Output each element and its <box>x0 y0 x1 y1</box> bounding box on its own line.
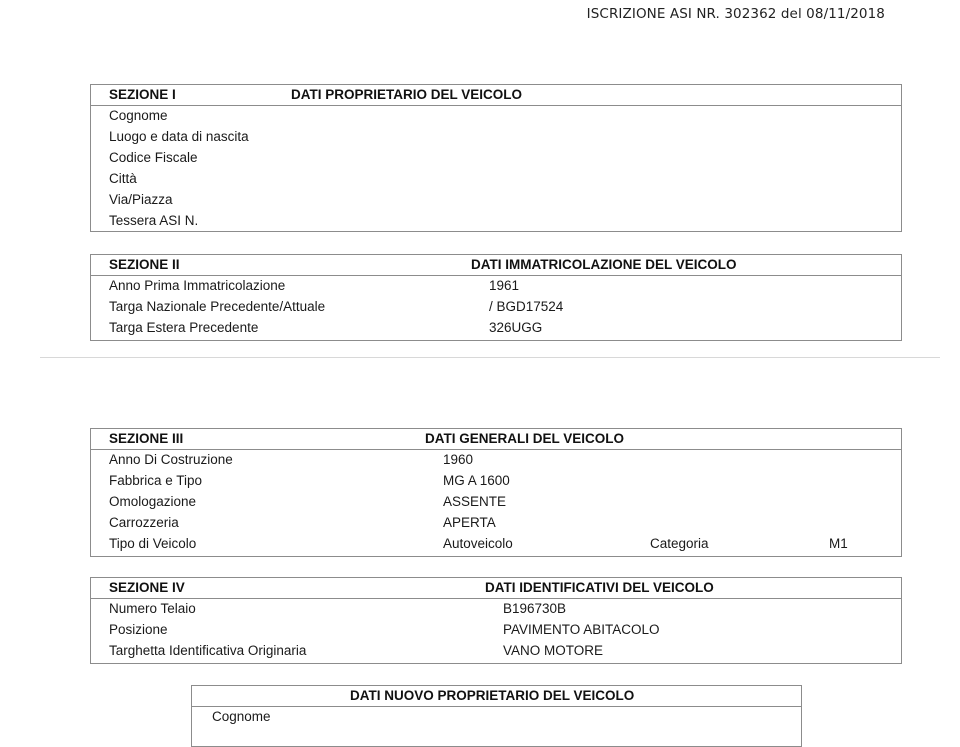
section-header <box>91 429 901 450</box>
section-code: SEZIONE IV <box>109 580 185 595</box>
scan-artifact <box>40 357 940 358</box>
section-owner <box>90 84 902 232</box>
field-value: Autoveicolo <box>443 536 513 551</box>
field-row <box>91 492 901 513</box>
section-title: DATI PROPRIETARIO DEL VEICOLO <box>291 87 523 102</box>
field-label: Targhetta Identificativa Originaria <box>109 643 307 658</box>
field-value: VANO MOTORE <box>503 643 604 658</box>
section-title: DATI GENERALI DEL VEICOLO <box>425 431 625 446</box>
registration-number: ISCRIZIONE ASI NR. 302362 del 08/11/2018 <box>586 6 885 22</box>
field-label: Anno Prima Immatricolazione <box>109 278 286 293</box>
section-code: SEZIONE I <box>109 87 176 102</box>
field-value: ASSENTE <box>443 494 507 509</box>
field-row <box>91 190 901 211</box>
field-row <box>91 148 901 169</box>
section-header <box>91 255 901 276</box>
field-label: Carrozzeria <box>109 515 179 530</box>
field-label: Fabbrica e Tipo <box>109 473 203 488</box>
category-value: M1 <box>829 536 848 551</box>
field-row <box>91 169 901 190</box>
section-header <box>91 85 901 106</box>
section-code: SEZIONE II <box>109 257 180 272</box>
section-header <box>192 686 801 707</box>
field-row <box>91 297 901 318</box>
field-value: B196730B <box>503 601 567 616</box>
field-label: Cognome <box>109 108 168 123</box>
field-row <box>91 641 901 662</box>
field-row <box>91 450 901 471</box>
field-label: Numero Telaio <box>109 601 196 616</box>
field-row <box>91 318 901 339</box>
field-label: Targa Estera Precedente <box>109 320 259 335</box>
field-label: Anno Di Costruzione <box>109 452 233 467</box>
section-title: DATI IDENTIFICATIVI DEL VEICOLO <box>485 580 714 595</box>
field-row <box>91 211 901 232</box>
field-label: Targa Nazionale Precedente/Attuale <box>109 299 326 314</box>
field-row <box>91 127 901 148</box>
field-row <box>91 620 901 641</box>
field-value: 1960 <box>443 452 474 467</box>
section-header <box>91 578 901 599</box>
field-value: PAVIMENTO ABITACOLO <box>503 622 660 637</box>
field-value: APERTA <box>443 515 496 530</box>
section-identification <box>90 577 902 664</box>
field-row <box>91 471 901 492</box>
field-label: Città <box>109 171 137 186</box>
section-registration <box>90 254 902 341</box>
field-row <box>91 513 901 534</box>
field-label: Via/Piazza <box>109 192 173 207</box>
field-value: / BGD17524 <box>489 299 564 314</box>
field-row <box>91 534 901 555</box>
field-label: Omologazione <box>109 494 197 509</box>
field-row <box>91 276 901 297</box>
field-label: Posizione <box>109 622 168 637</box>
field-label: Cognome <box>212 709 271 724</box>
field-row <box>192 707 801 728</box>
field-label: Luogo e data di nascita <box>109 129 249 144</box>
section-code: SEZIONE III <box>109 431 184 446</box>
field-row <box>91 106 901 127</box>
field-label: Tessera ASI N. <box>109 213 199 228</box>
field-value: 1961 <box>489 278 520 293</box>
section-general <box>90 428 902 557</box>
field-value: 326UGG <box>489 320 543 335</box>
section-new-owner <box>191 685 802 747</box>
field-label: Tipo di Veicolo <box>109 536 197 551</box>
field-row <box>91 599 901 620</box>
field-label: Codice Fiscale <box>109 150 198 165</box>
field-value: MG A 1600 <box>443 473 510 488</box>
section-title: DATI NUOVO PROPRIETARIO DEL VEICOLO <box>350 688 635 703</box>
category-label: Categoria <box>650 536 709 551</box>
section-title: DATI IMMATRICOLAZIONE DEL VEICOLO <box>471 257 737 272</box>
